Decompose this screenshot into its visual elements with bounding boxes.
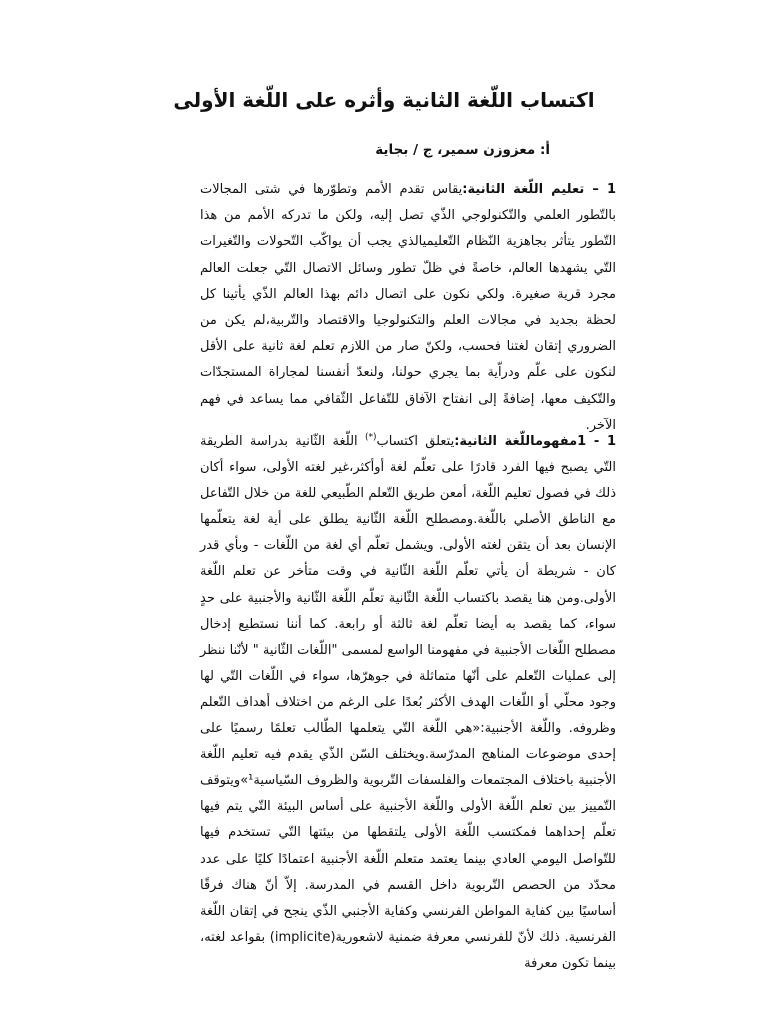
section-2-heading: 1 - 1مفهوماللّغة الثانية: (454, 434, 616, 449)
section-2-paragraph (200, 429, 616, 977)
section-1-text: يقاس تقدم الأمم وتطوّرها في شتى المجالات بالتّطور العلمي والتّكنولوجي الذّي تصل إليه، ولكن ما تدركه الأمم من هذا التّطور يتأثر بجاهزية النّظام التّعليميالذي يجب أن يواكّب التّحولات والتّغيرات التّي يشهدها العالم، خاصةً في ظلّ تطور وسائل الاتصال التّي جعلت العالم مجرد قرية صغيرة. ولكي نكون على اتصال دائم بهذا العالم الذّي يأتينا كل لحظة بجديد في مجالات العلم والتكنولوجيا والاقتصاد والتّربية،لم يكن من الضروري إتقان لغتنا فحسب، ولكنّ صار من اللازم تعلم لغة ثانية على الأقل لنكون على علّم ودراّية بما يجري حولنا، ولنعدّ أنفسنا لمجاراة المستجدّات والتّكيف معها، إضافةً إلى انفتاح الآفاق للتّفاعل الثّقافي مما يساعد في فهم الآخر. (200, 182, 616, 433)
section-1-paragraph (200, 177, 616, 439)
document-title: اكتساب اللّغة الثانية وأثره على اللّغة الأولى (173, 88, 595, 112)
section-2-text: اللّغة الثّانية بدراسة الطريقة التّي يصبح فيها الفرد قادرًا على تعلّم لغة أوأكثر،غير لغته الأولى، سواء أكان ذلك في فصول تعليم اللّغة، أمعن طريق التّعلم الطّبيعي للغة من خلال التّفاعل مع الناطق الأصلي باللّغة.ومصطلح اللّغة الثّانية يطلق على أية لغة يتعلّمها الإنسان بعد أن يتقن لغته الأولى. ويشمل تعلّم أي لغة من اللّغات - وبأي قدر كان - شريطة أن يأتي تعلّم اللّغة الثّانية في وقت متأخر عن تعلم اللّغة الأولى.ومن هنا يقصد باكتساب اللّغة الثّانية تعلّم اللّغة الثّانية والأجنبية على حدٍ سواء، كما يقصد به أيضا تعلّم لغة ثالثة أو رابعة. كما أننا نستطيع إدخال مصطلح اللّغات الأجنبية في مفهومنا الواسع لمسمى "اللّغات الثّانية " لأنّنا ننظر إلى عمليات التّعلم على أنّها متماثلة في جوهرّها، سواء في اللّغات التّي لها وجود محلّي أو اللّغات الهدف الأكثر بُعدًا على الرغم من اختلاف أهداف التّعلم وظروفه. واللّغة الأجنبية:«هي اللّغة التّي يتعلمها الطّالب تعلمًا رسميًا على إحدى موضوعات المناهج المدرّسة.ويختلف السّن الذّي يقدم فيه تعليم اللّغة الأجنبية باختلاف المجتمعات والفلسفات التّربوية والظروف السّياسية¹»ويتوقف التّمييز بين تعلم اللّغة الأولى واللّغة الأجنبية على أساس البيئة التّي يتم فيها تعلّم إحداهما فمكتسب اللّغة الأولى يلتقطها من بيئتها التّي تستخدم فيها للتّواصل اليومي العادي بينما يعتمد متعلم اللّغة الأجنبية اعتمادًا كليًا على عدد محدّد من الحصص التّربوية داخل القسم في المدرسة. إلاّ أنّ هناك فرقًا أساسيًا بين كفاية المواطن الفرنسي وكفاية الأجنبي الذّي ينجح في إتقان اللّغة الفرنسية. ذلك لأنّ للفرنسي معرفة ضمنية لاشعورية(implicite) بقواعد لغته، بينما تكون معرفة (200, 434, 617, 971)
section-1-heading: 1 – تعليم اللّغة الثانية: (462, 182, 616, 197)
author-line: أ: معزوزن سمير، ج / بجاية (375, 142, 550, 158)
footnote-marker: (*) (364, 432, 377, 443)
section-2-text-lead: يتعلق اكتساب (376, 434, 455, 449)
